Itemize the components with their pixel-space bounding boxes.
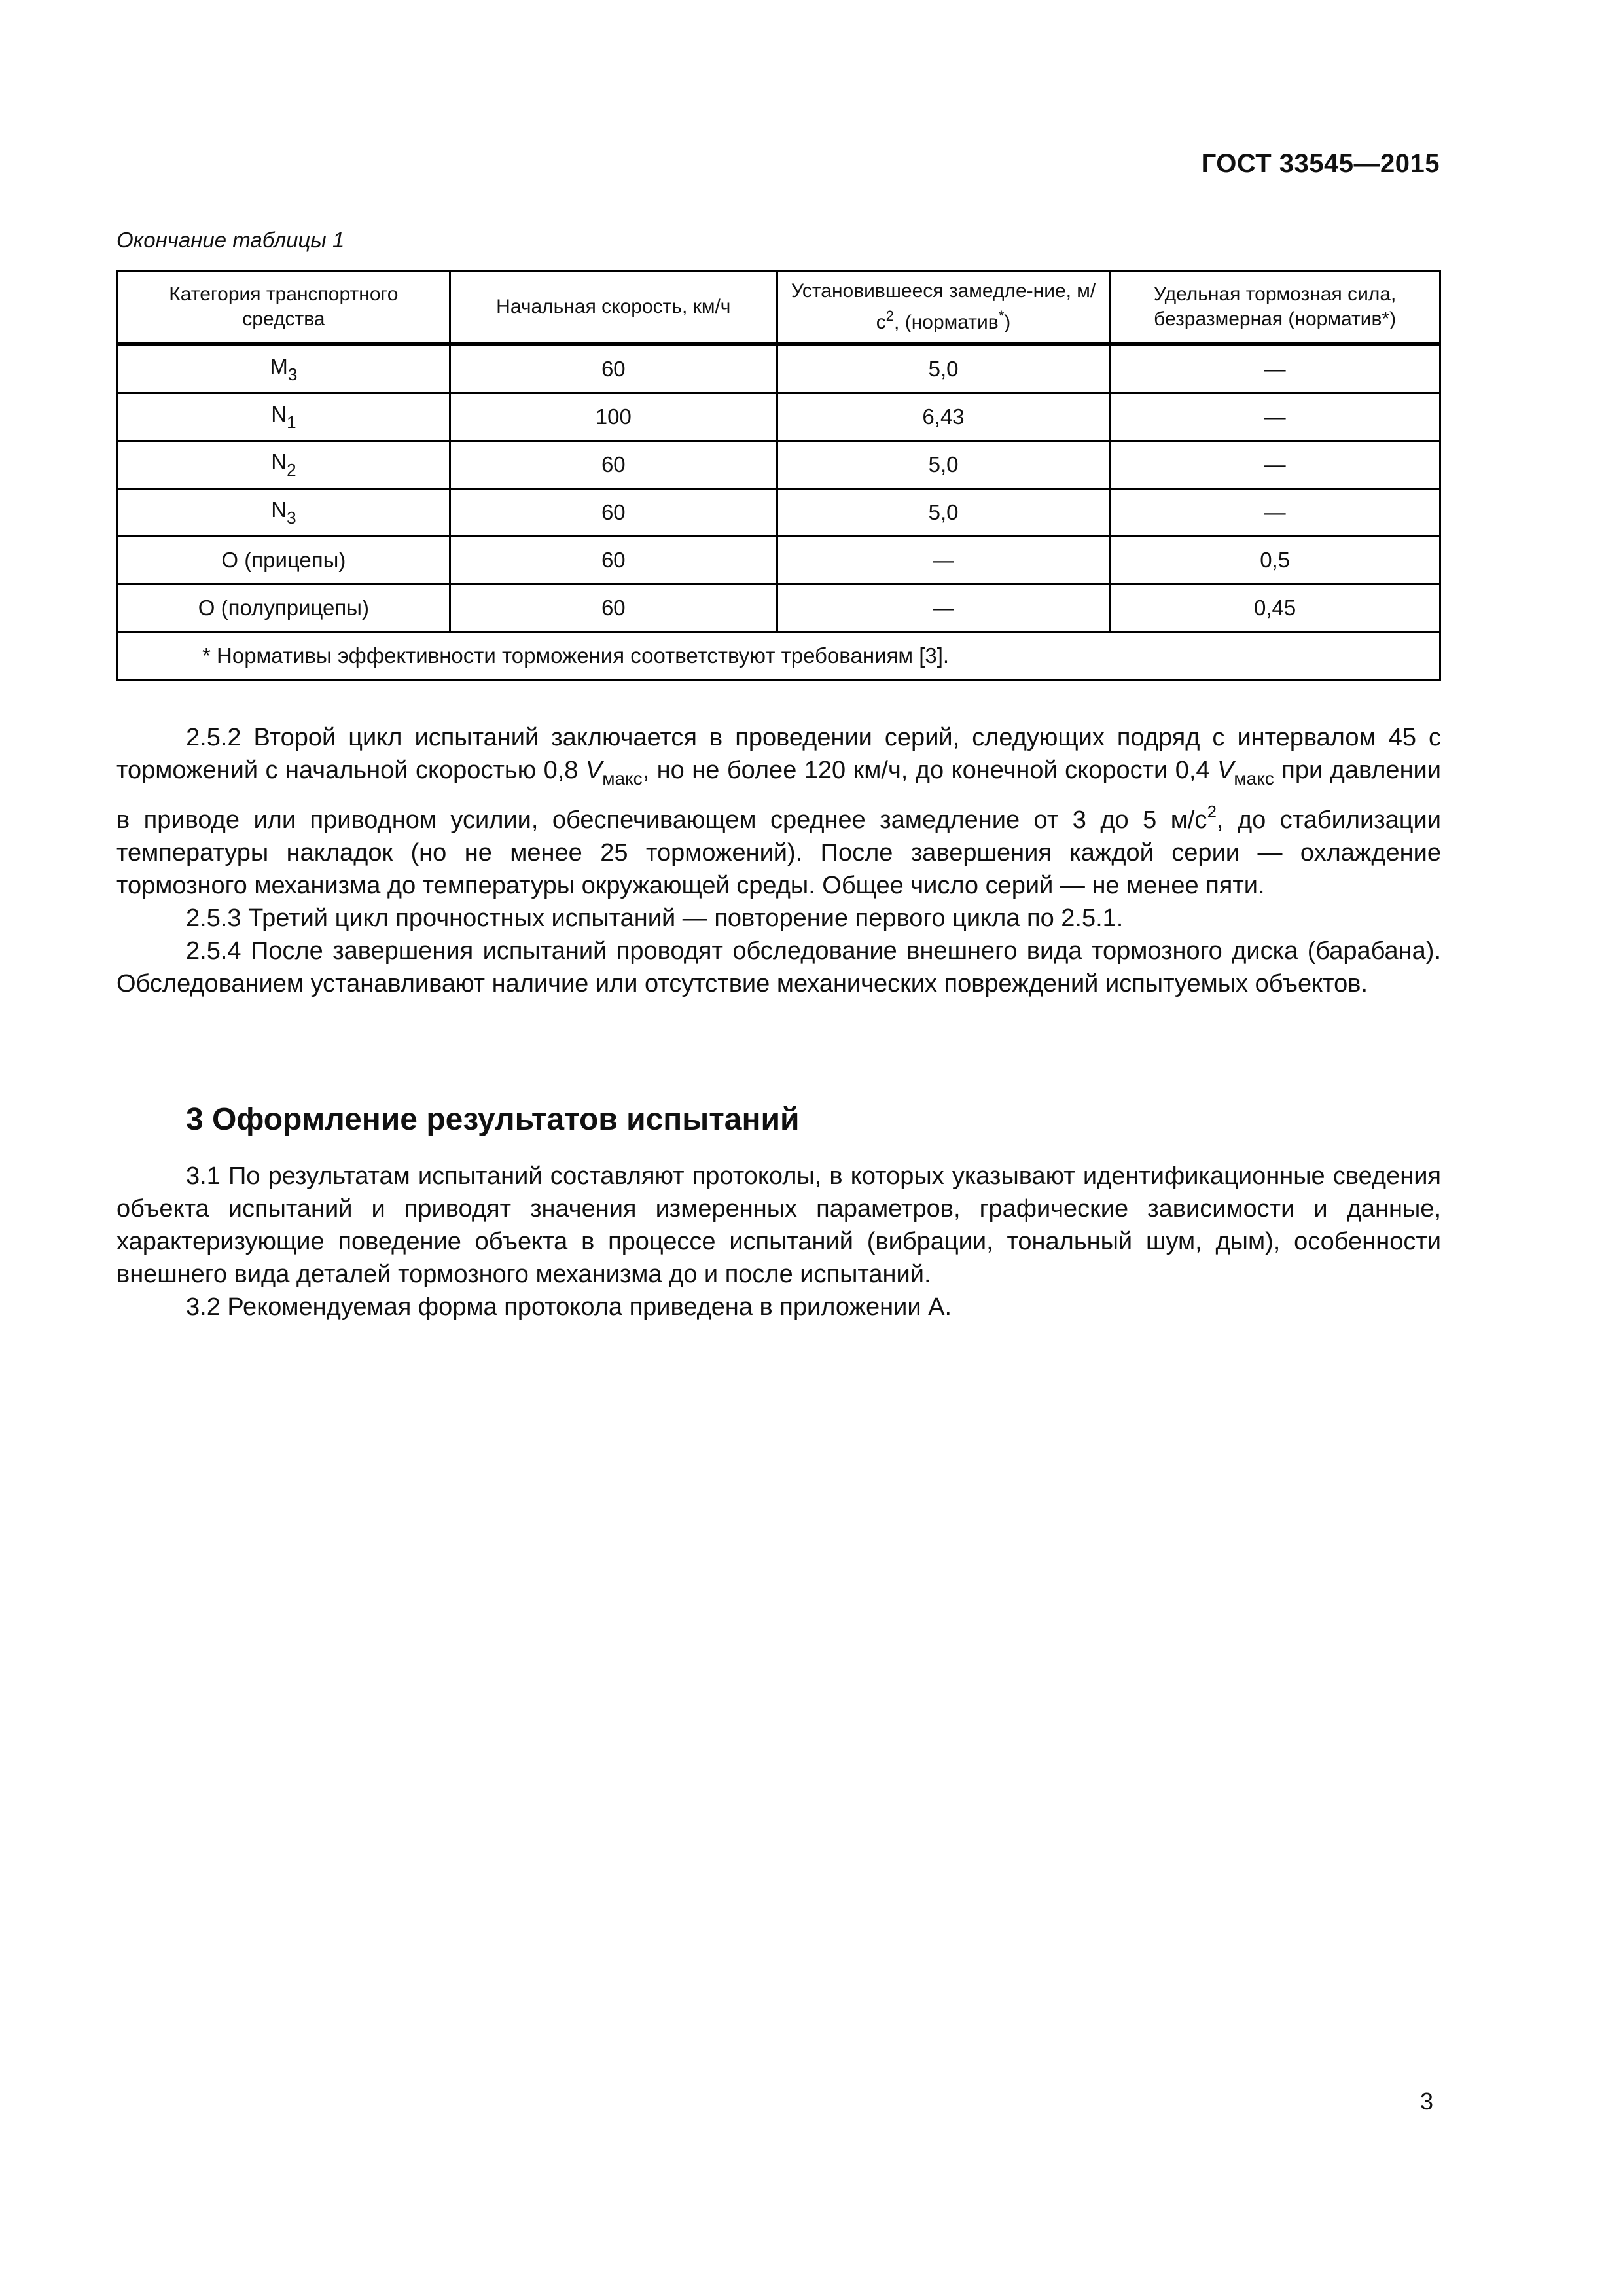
cell-speed: 60 — [450, 489, 777, 537]
category-letter: N — [271, 449, 287, 474]
table-row — [118, 344, 1440, 393]
table-row — [118, 393, 1440, 441]
cell-speed: 100 — [450, 393, 777, 441]
star-sup: * — [998, 308, 1005, 324]
brake-test-table — [116, 270, 1441, 681]
cell-category: O (прицепы) — [118, 537, 450, 584]
table-row — [118, 584, 1440, 632]
table-row — [118, 441, 1440, 489]
cell-decel: — — [777, 537, 1109, 584]
cell-decel: 5,0 — [777, 344, 1109, 393]
cell-speed: 60 — [450, 441, 777, 489]
cell-decel: — — [777, 584, 1109, 632]
section-3-heading: 3 Оформление результатов испытаний — [186, 1102, 800, 1137]
squared-sup: 2 — [885, 308, 895, 324]
document-code: ГОСТ 33545—2015 — [1201, 149, 1440, 178]
paragraph-3-1: 3.1 По результатам испытаний составляют протоколы, в которых указывают идентификационные сведения объекта испытаний и приводят значения измеренных параметров, графические зависимости и данные, характеризующие поведение объекта в процессе испытаний (вибрации, тональный шум, дым), особенности внешнего вида деталей тормозного механизма до и после испытаний. — [116, 1162, 1441, 1288]
header-category: Категория транспортного средства — [118, 271, 450, 345]
paragraph-3-2: 3.2 Рекомендуемая форма протокола приведена в приложении А. — [186, 1293, 952, 1321]
cell-decel: 5,0 — [777, 489, 1109, 537]
category-sub: 3 — [287, 507, 296, 528]
cell-category: O (полуприцепы) — [118, 584, 450, 632]
header-initial-speed: Начальная скорость, км/ч — [450, 271, 777, 345]
paragraph-2-5-3: 2.5.3 Третий цикл прочностных испытаний — повторение первого цикла по 2.5.1. — [186, 905, 1124, 932]
section-3-body — [116, 1160, 1441, 1323]
cell-force: — — [1110, 393, 1440, 441]
category-sub: 3 — [287, 364, 298, 384]
cell-decel: 5,0 — [777, 441, 1109, 489]
category-letter: N — [271, 497, 287, 522]
cell-category — [118, 489, 450, 537]
v-max-sub: макс — [1234, 768, 1274, 789]
table-footnote: * Нормативы эффективности торможения соответствуют требованиям [3]. — [118, 632, 1440, 680]
p252-text-c: при давлении в приводе или приводном усилии, обеспечивающем среднее замедление от 3 до 5 м/с — [116, 757, 1442, 834]
paragraph-2-5-2 — [116, 721, 1441, 902]
header-deceleration-suffix: , (норматив — [894, 312, 999, 333]
category-letter: N — [271, 401, 287, 426]
p252-text-a: 2.5.2 Второй цикл испытаний заключается в проведении серий, следующих подряд с интервалом 45 с торможений с начальной скоростью 0,8 — [116, 724, 1441, 784]
cell-category — [118, 344, 450, 393]
table-caption: Окончание таблицы 1 — [116, 228, 345, 252]
cell-category — [118, 441, 450, 489]
table-row — [118, 489, 1440, 537]
category-letter: M — [270, 353, 288, 378]
header-brake-force: Удельная тормозная сила, безразмерная (норматив*) — [1110, 271, 1440, 345]
cell-force: 0,45 — [1110, 584, 1440, 632]
category-sub: 1 — [287, 412, 296, 432]
p252-text-b: , но не более 120 км/ч, до конечной скорости 0,4 — [642, 757, 1218, 784]
squared-sup: 2 — [1207, 802, 1217, 821]
table-header-row — [118, 271, 1440, 345]
header-deceleration-text: Установившееся замедле-ние, м/с — [791, 280, 1096, 333]
clause-2-5-block — [116, 721, 1441, 1000]
cell-speed: 60 — [450, 537, 777, 584]
p252-text-d: , до стабилизации температуры накладок (но не менее 25 торможений). После завершения каждой серии — охлаждение тормозного механизма до температуры окружающей среды. Общее число серий — не менее пяти. — [116, 806, 1441, 899]
cell-decel: 6,43 — [777, 393, 1109, 441]
v-max-symbol: V — [585, 757, 603, 784]
header-deceleration — [777, 271, 1109, 345]
cell-speed: 60 — [450, 344, 777, 393]
v-max-sub: макс — [602, 768, 643, 789]
cell-force: — — [1110, 489, 1440, 537]
paragraph-2-5-4: 2.5.4 После завершения испытаний проводят обследование внешнего вида тормозного диска (барабана). Обследованием устанавливают наличие или отсутствие механических повреждений испытуемых объектов. — [116, 937, 1441, 997]
v-max-symbol: V — [1217, 757, 1234, 784]
cell-speed: 60 — [450, 584, 777, 632]
table-row — [118, 537, 1440, 584]
table-footnote-row — [118, 632, 1440, 680]
cell-force: — — [1110, 344, 1440, 393]
category-sub: 2 — [287, 459, 296, 480]
page-number: 3 — [1419, 2088, 1433, 2115]
cell-category — [118, 393, 450, 441]
header-deceleration-close: ) — [1004, 312, 1011, 333]
cell-force: 0,5 — [1110, 537, 1440, 584]
cell-force: — — [1110, 441, 1440, 489]
